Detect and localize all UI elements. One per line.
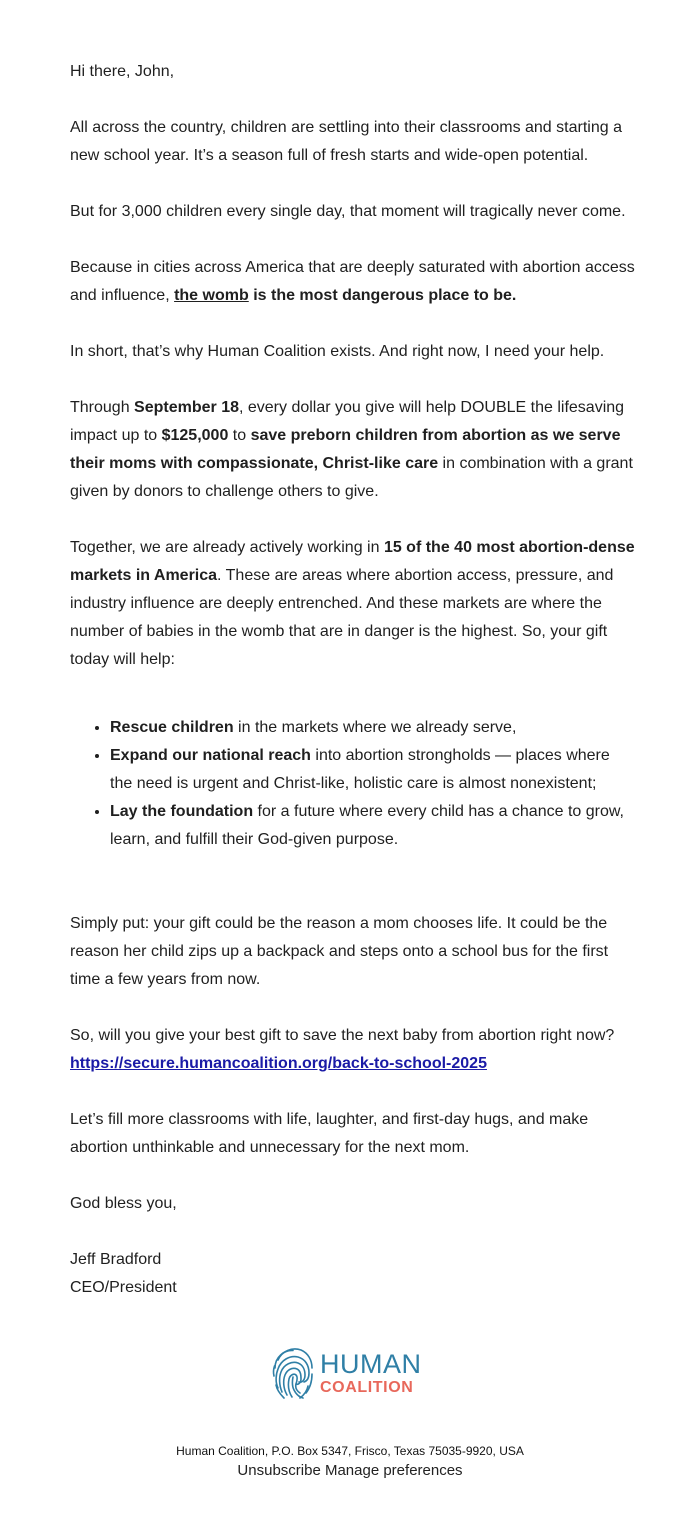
signature bbox=[70, 1246, 635, 1302]
list-item: • Rescue children in the markets where we already serve, bbox=[110, 714, 635, 742]
paragraph-matching-gift: Through September 18, every dollar you give will help DOUBLE the lifesaving impact up to $125,000 to save preborn children from abortion as we serve their moms with compassionate, Christ-like care in combination with a grant given by donors to challenge others to give. bbox=[70, 399, 633, 500]
fingerprint-icon bbox=[270, 1344, 316, 1402]
logo-line-human: HUMAN bbox=[320, 1348, 422, 1379]
donate-link[interactable]: https://secure.humancoalition.org/back-to-school-2025 bbox=[70, 1055, 487, 1072]
manage-preferences-link[interactable]: Manage preferences bbox=[324, 1462, 463, 1479]
signature-name: Jeff Bradford bbox=[70, 1251, 162, 1268]
paragraph-classrooms: Let’s fill more classrooms with life, laughter, and first-day hugs, and make abortion unthinkable and unnecessary for the next mom. bbox=[70, 1111, 589, 1156]
human-coalition-logo[interactable] bbox=[270, 1342, 440, 1404]
paragraph-3000-children: But for 3,000 children every single day, that moment will tragically never come. bbox=[70, 203, 626, 220]
paragraph-call-to-action: So, will you give your best gift to save the next baby from abortion right now? https://secure.humancoalition.org/back-to-school-2025 bbox=[70, 1027, 615, 1072]
deadline-date: September 18 bbox=[134, 399, 239, 416]
list-item: • Expand our national reach into abortion strongholds — places where the need is urgent and Christ-like, holistic care is almost nonexistent; bbox=[110, 742, 635, 798]
signature-title: CEO/President bbox=[70, 1279, 177, 1296]
paragraph-simply-put: Simply put: your gift could be the reason a mom chooses life. It could be the reason her child zips up a backpack and steps onto a school bus for the first time a few years from now. bbox=[70, 915, 609, 988]
greeting: Hi there, John, bbox=[70, 63, 175, 80]
emphasis-the-womb: the womb bbox=[174, 287, 249, 304]
paragraph-dangerous-place: Because in cities across America that are deeply saturated with abortion access and influence, the womb is the most dangerous place to be. bbox=[70, 259, 635, 304]
list-item: • Lay the foundation for a future where every child has a chance to grow, learn, and fulfill their God-given purpose. bbox=[110, 798, 635, 854]
footer-address: Human Coalition, P.O. Box 5347, Frisco, Texas 75035-9920, USA bbox=[176, 1444, 524, 1458]
paragraph-markets: Together, we are already actively working in 15 of the 40 most abortion-dense markets in America. These are areas where abortion access, pressure, and industry influence are deeply entrenched. And these markets are where the number of babies in the womb that are in danger is the highest. So, your gift today will help: bbox=[70, 539, 635, 668]
paragraph-intro: All across the country, children are settling into their classrooms and starting a new school year. It’s a season full of fresh starts and wide-open potential. bbox=[70, 119, 622, 164]
unsubscribe-link[interactable]: Unsubscribe bbox=[237, 1462, 321, 1479]
closing: God bless you, bbox=[70, 1195, 177, 1212]
paragraph-why-exists: In short, that’s why Human Coalition exists. And right now, I need your help. bbox=[70, 343, 605, 360]
logo-wordmark bbox=[320, 1348, 422, 1396]
footer-links bbox=[0, 1462, 700, 1479]
email-content bbox=[70, 58, 635, 1302]
gift-impact-list bbox=[70, 714, 635, 854]
logo-line-coalition: COALITION bbox=[320, 1378, 414, 1396]
match-amount: $125,000 bbox=[161, 427, 229, 444]
